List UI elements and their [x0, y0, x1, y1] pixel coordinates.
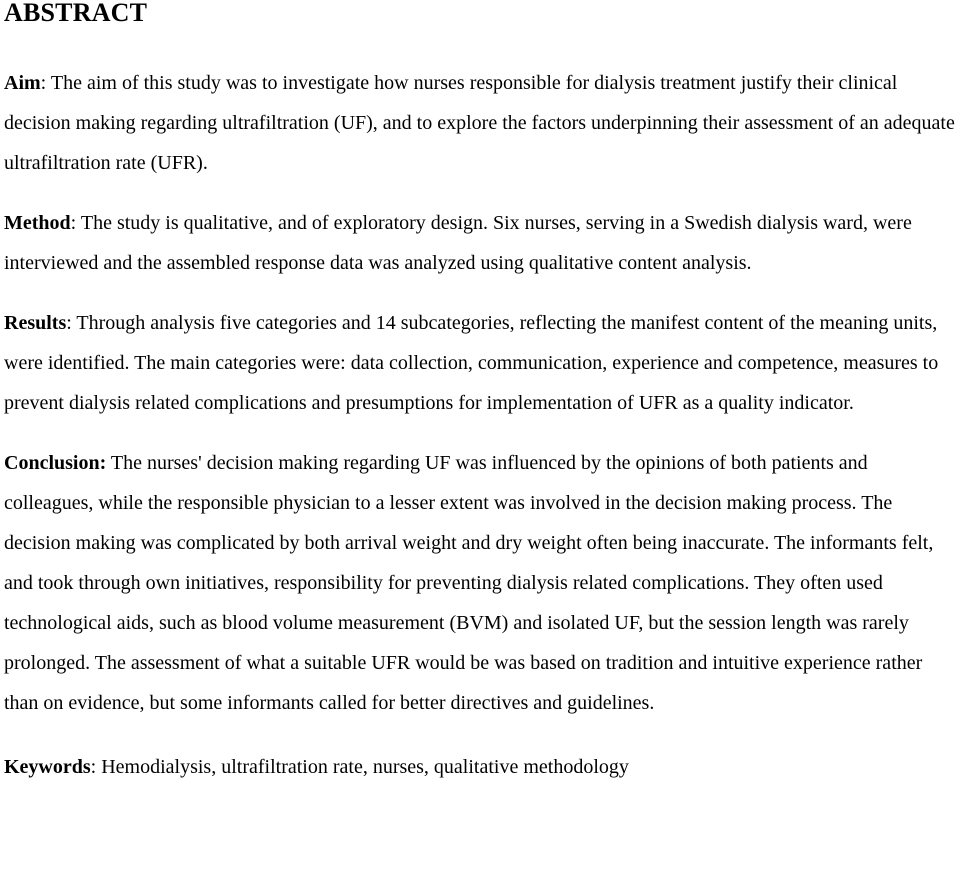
- keywords-label: Keywords: [4, 756, 91, 778]
- conclusion-label: Conclusion:: [4, 452, 107, 474]
- method-label: Method: [4, 212, 71, 234]
- aim-text: : The aim of this study was to investigate how nurses responsible for dialysis treatment justify their clinical decision making regarding ultrafiltration (UF), and to explore the factors underpinning their assessment of an adequate ultrafiltration rate (UFR).: [4, 72, 955, 174]
- aim-paragraph: [4, 63, 958, 183]
- results-label: Results: [4, 312, 67, 334]
- method-paragraph: [4, 203, 958, 283]
- results-paragraph: [4, 303, 958, 423]
- keywords-text: : Hemodialysis, ultrafiltration rate, nurses, qualitative methodology: [90, 756, 629, 778]
- abstract-page: [4, 0, 958, 787]
- method-text: : The study is qualitative, and of exploratory design. Six nurses, serving in a Swedish dialysis ward, were interviewed and the assembled response data was analyzed using qualitative content analysis.: [4, 212, 912, 274]
- results-text: : Through analysis five categories and 14 subcategories, reflecting the manifest content of the meaning units, were identified. The main categories were: data collection, communication, experience and competence, measures to prevent dialysis related complications and presumptions for implementation of UFR as a quality indicator.: [4, 312, 939, 414]
- abstract-heading: ABSTRACT: [4, 0, 148, 27]
- conclusion-paragraph: [4, 443, 958, 723]
- aim-label: Aim: [4, 72, 41, 94]
- keywords-paragraph: [4, 747, 958, 787]
- conclusion-text: The nurses' decision making regarding UF was influenced by the opinions of both patients and colleagues, while the responsible physician to a lesser extent was involved in the decision making process. The decision making was complicated by both arrival weight and dry weight often being inaccurate. The informants felt, and took through own initiatives, responsibility for preventing dialysis related complications. They often used technological aids, such as blood volume measurement (BVM) and isolated UF, but the session length was rarely prolonged. The assessment of what a suitable UFR would be was based on tradition and intuitive experience rather than on evidence, but some informants called for better directives and guidelines.: [4, 452, 934, 714]
